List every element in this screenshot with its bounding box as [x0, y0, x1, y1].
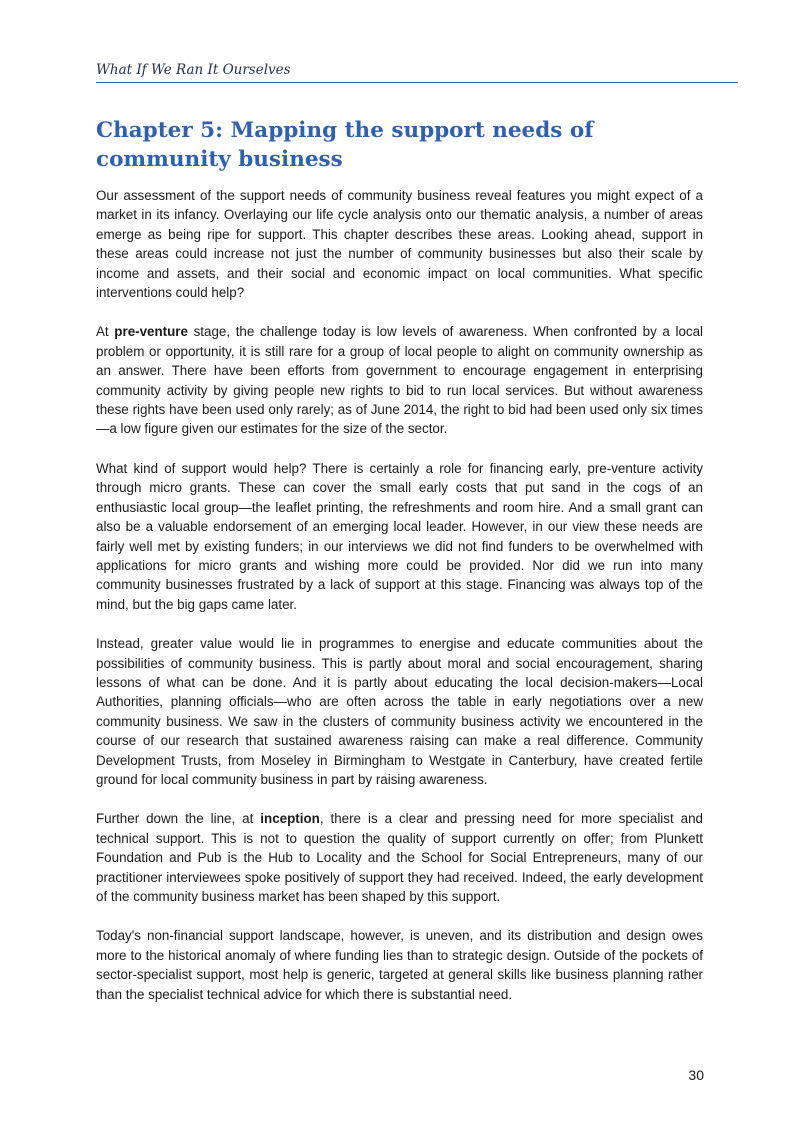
paragraph-2-prefix: At [96, 324, 115, 340]
page-number: 30 [688, 1067, 704, 1083]
paragraph-2-rest: stage, the challenge today is low levels of awareness. When confronted by a local problem or opportunity, it is still rare for a group of local people to alight on community ownership as an answer. There have been efforts from government to encourage engagement in enterprising community activity by giving people new rights to bid to run local services. But without awareness these rights have been used only rarely; as of June 2014, the right to bid had been used only six times—a low figure given our estimates for the size of the sector. [96, 324, 704, 437]
chapter-title: Chapter 5: Mapping the support needs of community business [96, 118, 594, 172]
paragraph-3: What kind of support would help? There is certainly a role for financing early, pre-venture activity through micro grants. These can cover the small early costs that put sand in the cogs of an enthusiastic local group—the leaflet printing, the refreshments and room hire. And a small grant can also be a valuable endorsement of an emerging local leader. However, in our view these needs are fairly well met by existing funders; in our interviews we did not find funders to be overwhelmed with applications for micro grants and wishing more could be provided. Nor did we run into many community businesses frustrated by a lack of support at this stage. Financing was always top of the mind, but the big gaps came later. [96, 460, 703, 612]
paragraph-2 [96, 322, 703, 438]
paragraph-2-emphasis: pre-venture [114, 324, 188, 340]
running-header-title: What If We Ran It Ourselves [96, 62, 291, 78]
paragraph-1: Our assessment of the support needs of community business reveal features you might expect of a market in its infancy. Overlaying our life cycle analysis onto our thematic analysis, a number of areas emerge as being ripe for support. This chapter describes these areas. Looking ahead, support in these areas could increase not just the number of community businesses but also their scale by income and assets, and their social and economic impact on local communities. What specific interventions could help? [96, 188, 703, 301]
running-header [96, 62, 738, 83]
body-text [96, 186, 703, 1024]
paragraph-5-emphasis: inception [260, 811, 320, 827]
paragraph-6: Today's non-financial support landscape, however, is uneven, and its distribution and design owes more to the historical anomaly of where funding lies than to strategic design. Outside of the pockets of sector-specialist support, most help is generic, targeted at general skills like business planning rather than the specialist technical advice for which there is substantial need. [96, 928, 703, 1002]
paragraph-5-rest: , there is a clear and pressing need for more specialist and technical support. This is not to question the quality of support currently on offer; from Plunkett Foundation and Pub is the Hub to Locality and the School for Social Entrepreneurs, many of our practitioner interviewees spoke positively of support they had received. Indeed, the early development of the community business market has been shaped by this support. [96, 811, 703, 904]
paragraph-5-prefix: Further down the line, at [96, 811, 261, 827]
paragraph-5 [96, 809, 703, 906]
paragraph-4: Instead, greater value would lie in programmes to energise and educate communities about the possibilities of community business. This is partly about moral and social encouragement, sharing lessons of what can be done. And it is partly about educating the local decision-makers—Local Authorities, planning officials—who are often across the table in early negotiations over a new community business. We saw in the clusters of community business activity we encountered in the course of our research that sustained awareness raising can make a real difference. Community Development Trusts, from Moseley in Birmingham to Westgate in Canterbury, have created fertile ground for local community business in part by raising awareness. [96, 636, 703, 787]
